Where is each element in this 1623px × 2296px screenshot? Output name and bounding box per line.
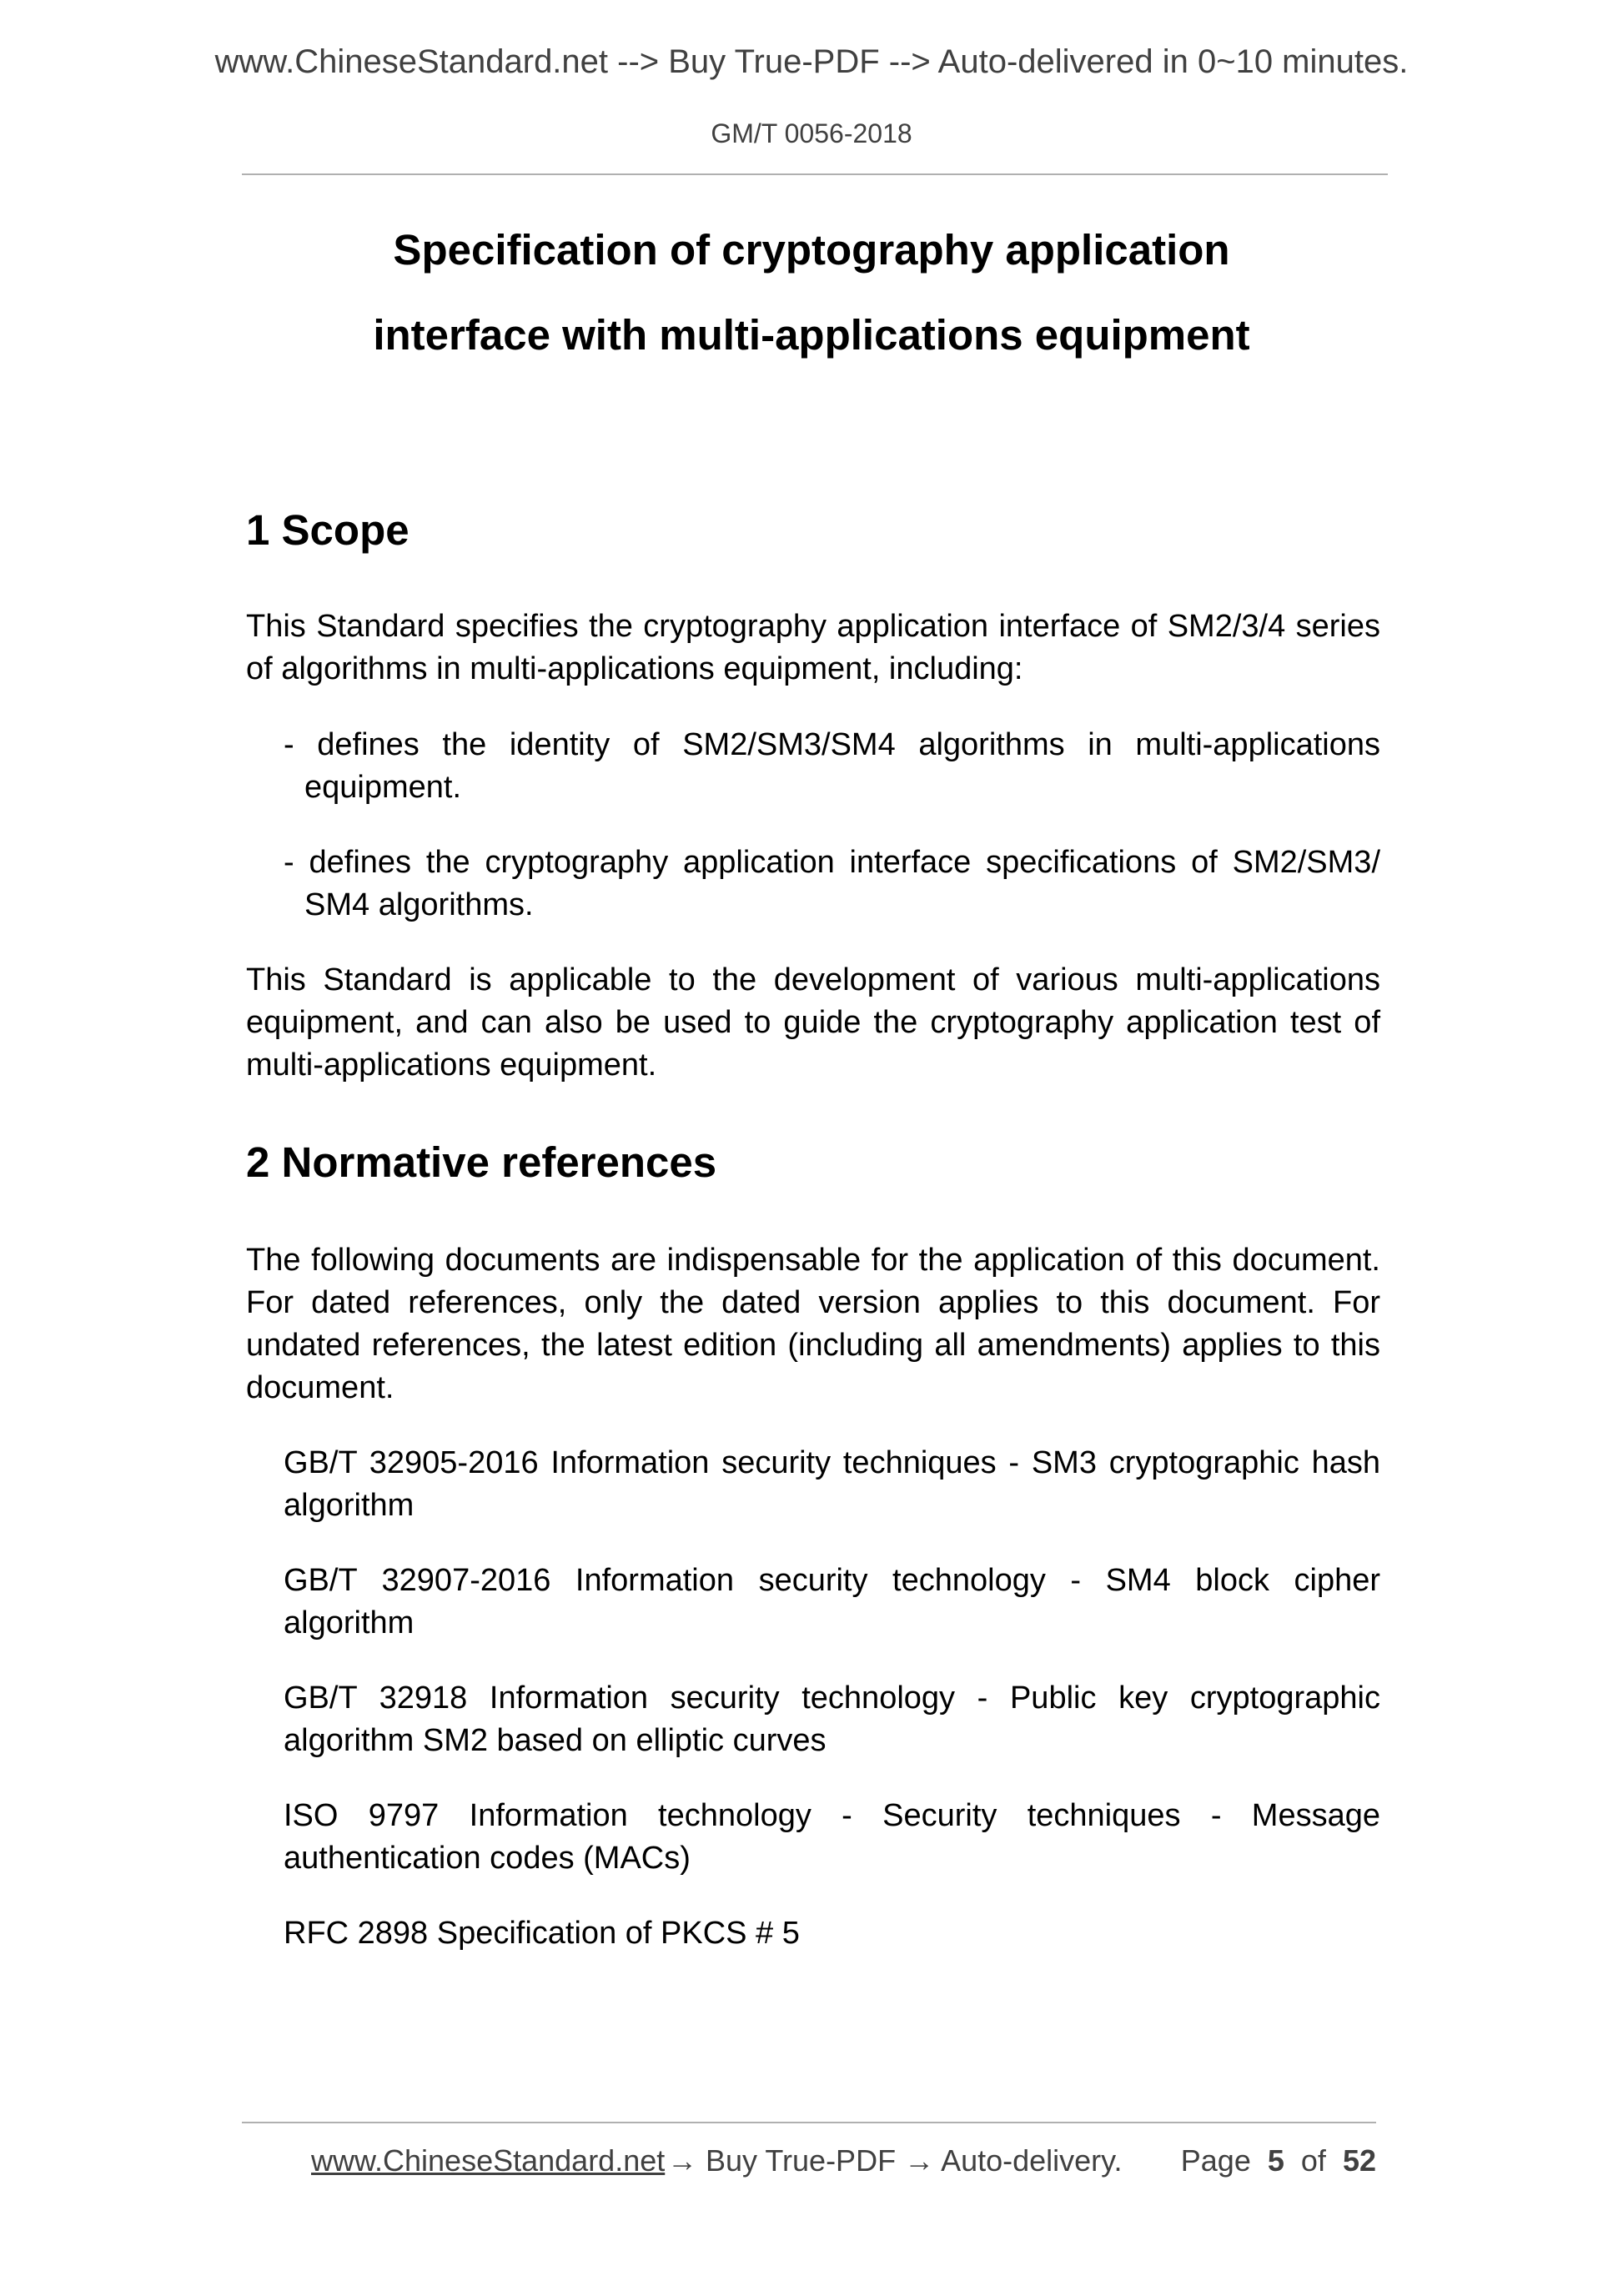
scope-bullet-identity: - defines the identity of SM2/SM3/SM4 algorithms in multi-applications equipment. xyxy=(284,727,1380,805)
reference-item: GB/T 32907-2016 Information security technology - SM4 block cipher algorithm xyxy=(284,1563,1380,1640)
scope-bullet-interface: - defines the cryptography application interface specifications of SM2/SM3/ SM4 algorithms. xyxy=(284,845,1380,922)
page-total: 52 xyxy=(1342,2143,1376,2178)
page-indicator xyxy=(1181,2143,1376,2178)
footer-divider xyxy=(242,2122,1376,2123)
scope-intro-paragraph: This Standard specifies the cryptography application interface of SM2/3/4 series of algorithms in multi-applications equipment, including: xyxy=(246,609,1380,686)
section-heading-normative-references: 2 Normative references xyxy=(246,1138,717,1186)
header-divider xyxy=(242,173,1388,175)
page-number: 5 xyxy=(1267,2143,1284,2178)
footer-buy-text: → Buy True-PDF → Auto-delivery. xyxy=(667,2143,1123,2178)
document-title-line-1: Specification of cryptography application xyxy=(393,226,1230,274)
references-intro-paragraph: The following documents are indispensable for the application of this document. For dated references, only the dated version applies to this document. For undated references, the latest edition (including all amendments) applies to this document. xyxy=(246,1243,1380,1405)
reference-item: ISO 9797 Information technology - Security techniques - Message authentication codes (MACs) xyxy=(284,1798,1380,1876)
footer-site-link[interactable]: www.ChineseStandard.net xyxy=(311,2143,666,2178)
document-title-line-2: interface with multi-applications equipment xyxy=(373,311,1250,359)
of-label: of xyxy=(1300,2143,1326,2178)
section-heading-scope: 1 Scope xyxy=(246,506,410,554)
page-label: Page xyxy=(1180,2143,1251,2178)
site-banner: www.ChineseStandard.net --> Buy True-PDF --> Auto-delivered in 0~10 minutes. xyxy=(214,43,1409,80)
reference-item: GB/T 32918 Information security technology - Public key cryptographic algorithm SM2 based on elliptic curves xyxy=(284,1681,1380,1758)
reference-item: RFC 2898 Specification of PKCS # 5 xyxy=(284,1916,800,1951)
scope-applicability-paragraph: This Standard is applicable to the development of various multi-applications equipment, and can also be used to guide the cryptography application test of multi-applications equipment. xyxy=(246,962,1380,1083)
document-code: GM/T 0056-2018 xyxy=(711,118,912,148)
reference-item: GB/T 32905-2016 Information security techniques - SM3 cryptographic hash algorithm xyxy=(284,1445,1380,1523)
